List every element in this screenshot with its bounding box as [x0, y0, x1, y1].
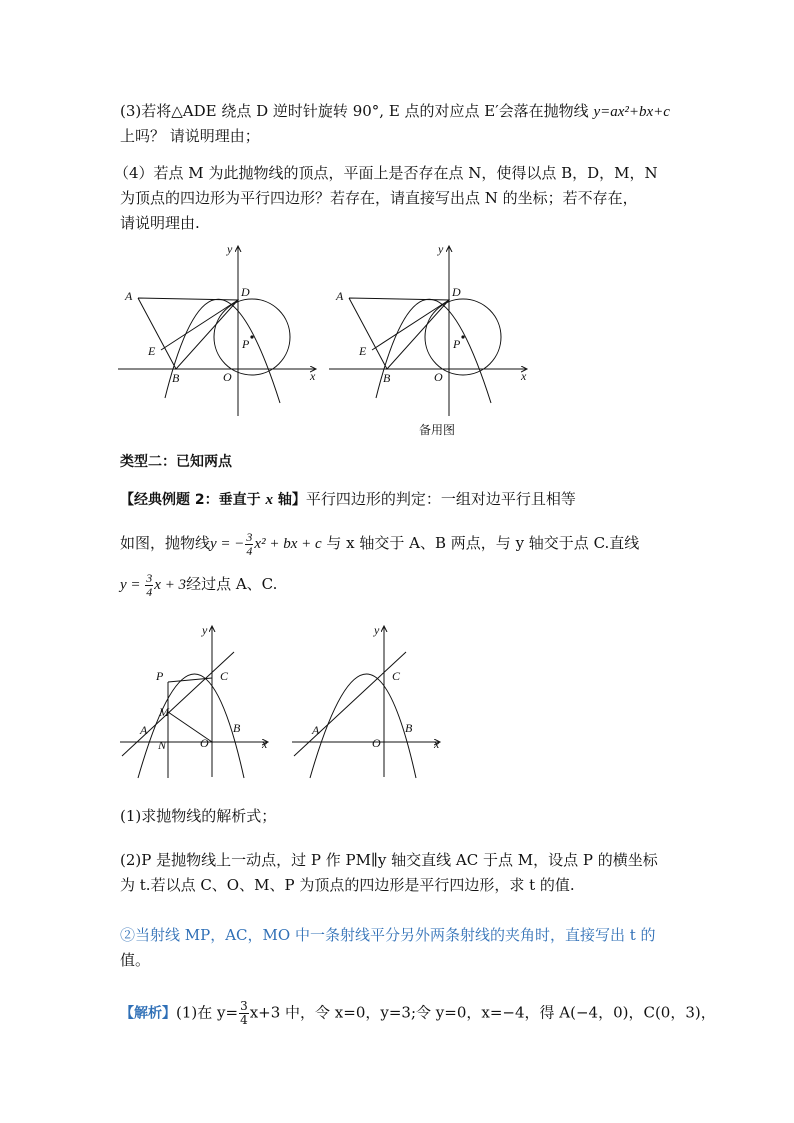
label-b: B [383, 371, 391, 385]
analysis [120, 1000, 716, 1027]
label-o: O [434, 370, 443, 384]
diagram-right [329, 242, 527, 416]
example2-tag-open: 【经典例题 2：垂直于 [120, 492, 266, 508]
label-p: P [453, 337, 461, 351]
figure-caption: 备用图 [419, 423, 456, 437]
label-y: y [374, 623, 380, 637]
label-o: O [372, 736, 381, 750]
parabola [165, 299, 280, 403]
q3-equation: y=ax²+bx+c [593, 104, 670, 120]
example2-tag-axis: x [265, 492, 273, 508]
example2-line2 [120, 572, 277, 599]
q3-line2: 上吗？ 请说明理由； [120, 127, 260, 145]
label-b: B [405, 721, 413, 735]
example2-tag [120, 489, 576, 510]
label-d: D [452, 285, 461, 299]
label-a: A [312, 723, 320, 737]
label-m: M [159, 705, 169, 719]
line-ac [122, 652, 234, 756]
label-d: D [241, 285, 250, 299]
example2-tag-rest: 平行四边形的判定：一组对边平行且相等 [305, 490, 576, 508]
figure-2 [116, 620, 446, 780]
label-o: O [200, 736, 209, 750]
label-x: x [434, 737, 440, 751]
sub-question-2-line2: 为 t.若以点 C、O、M、P 为顶点的四边形是平行四边形，求 t 的值. [120, 876, 575, 894]
example2-line2-rest: 经过点 A、C. [186, 574, 278, 593]
label-p: P [156, 669, 164, 683]
q3-text: (3)若将△ADE 绕点 D 逆时针旋转 90°, E 点的对应点 E′会落在抛物线 [120, 102, 589, 120]
q3-line1 [120, 101, 670, 122]
example2-text-a: 如图，抛物线 [120, 533, 211, 552]
label-x: x [310, 369, 316, 383]
triangle-ade [349, 298, 449, 369]
example2-text-b: 与 x 轴交于 A、B 两点，与 y 轴交于点 C.直线 [321, 533, 640, 552]
analysis-tag: 【解析】 [120, 1005, 176, 1022]
line-ac [294, 652, 406, 756]
line-pc [168, 678, 212, 682]
line-equation: y = $\frac{3}{4}$ x + 3 [120, 571, 187, 599]
figure-1 [110, 238, 540, 418]
triangle-ade [138, 298, 238, 369]
sub-question-3-line1: ②当射线 MP，AC，MO 中一条射线平分另外两条射线的夹角时，直接写出 t 的 [120, 926, 656, 944]
label-a: A [140, 723, 148, 737]
label-y: y [227, 242, 233, 256]
analysis-text-a: (1)在 y= [176, 1003, 239, 1022]
sub-question-2-line1: (2)P 是抛物线上一动点，过 P 作 PM∥y 轴交直线 AC 于点 M，设点 P 的横坐标 [120, 851, 658, 869]
q4-line1: （4）若点 M 为此抛物线的顶点，平面上是否存在点 N，使得以点 B，D，M，N [114, 164, 658, 182]
label-a: A [336, 289, 344, 303]
example2-tag-close: 轴】 [273, 492, 306, 508]
label-e: E [359, 344, 367, 358]
section-heading: 类型二：已知两点 [120, 454, 232, 470]
label-b: B [233, 721, 241, 735]
label-a: A [125, 289, 133, 303]
sub-question-1: (1)求抛物线的解析式； [120, 807, 277, 825]
analysis-fraction: $\frac{3}{4}$ [240, 999, 248, 1027]
diagram-left [118, 242, 316, 416]
parabola-equation: y = − $\frac{3}{4}$ x² + bx + c [210, 530, 322, 558]
label-b: B [172, 371, 180, 385]
parabola [376, 299, 491, 403]
q4-line3: 请说明理由. [120, 214, 200, 232]
label-y: y [202, 623, 208, 637]
diagram-right [292, 623, 440, 778]
label-x: x [262, 737, 268, 751]
diagram-left [120, 623, 268, 778]
point-p [461, 335, 464, 338]
point-p [250, 335, 253, 338]
example2-line1 [120, 531, 639, 558]
sub-question-3-line2: 值。 [120, 951, 151, 969]
label-p: P [242, 337, 250, 351]
label-y: y [438, 242, 444, 256]
label-o: O [223, 370, 232, 384]
label-n: N [158, 738, 167, 752]
label-x: x [521, 369, 527, 383]
analysis-text-b: x+3 中，令 x=0，y=3;令 y=0，x=−4，得 A(−4，0)，C(0，3)， [249, 1003, 716, 1022]
label-c: C [392, 669, 401, 683]
label-e: E [148, 344, 156, 358]
q4-line2: 为顶点的四边形为平行四边形？若存在，请直接写出点 N 的坐标；若不存在， [120, 189, 638, 207]
label-c: C [220, 669, 229, 683]
